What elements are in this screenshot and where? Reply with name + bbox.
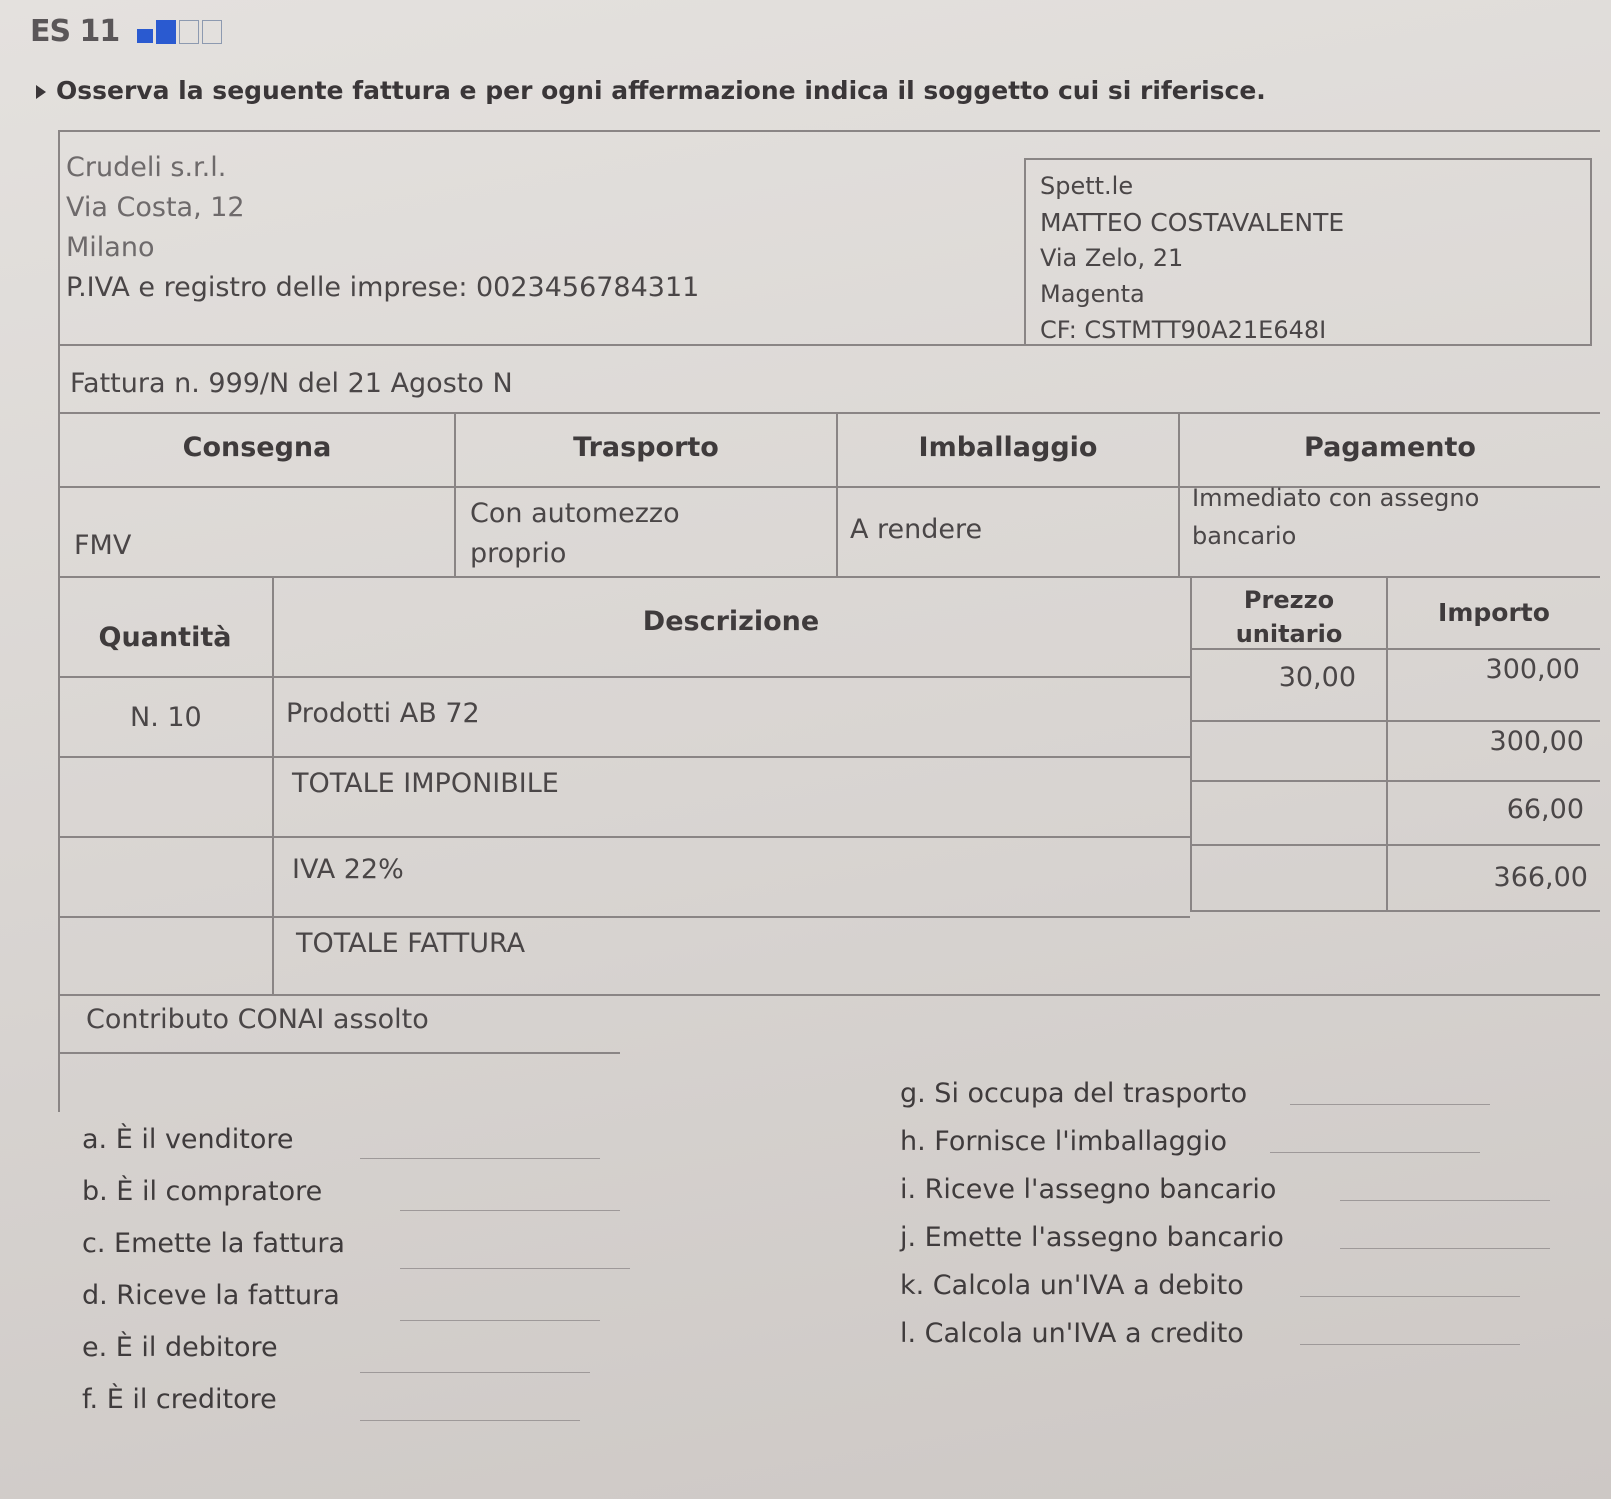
buyer-address: Via Zelo, 21	[1040, 244, 1184, 272]
row-importo: 300,00	[1485, 654, 1580, 685]
difficulty-square-filled	[156, 20, 176, 44]
statement-e: e. È il debitore	[82, 1332, 278, 1363]
value-trasporto-line2: proprio	[470, 538, 567, 569]
value-consegna: FMV	[74, 530, 132, 561]
answer-blank-e[interactable]	[360, 1372, 590, 1373]
header-importo: Importo	[1438, 598, 1550, 627]
seller-name: Crudeli s.r.l.	[66, 152, 227, 183]
answer-blank-l[interactable]	[1300, 1344, 1520, 1345]
value-trasporto-line1: Con automezzo	[470, 498, 680, 529]
statement-l: l. Calcola un'IVA a credito	[900, 1318, 1244, 1349]
value-pagamento-line1: Immediato con assegno	[1192, 484, 1480, 512]
header-prezzo-line1: Prezzo	[1243, 586, 1335, 614]
totale-imponibile-value: 300,00	[1489, 726, 1584, 757]
seller-vat: P.IVA e registro delle imprese: 0023456784311	[66, 272, 700, 303]
row-descrizione: Prodotti AB 72	[286, 698, 480, 729]
answer-blank-a[interactable]	[360, 1158, 600, 1159]
buyer-city: Magenta	[1040, 280, 1145, 308]
statement-h: h. Fornisce l'imballaggio	[900, 1126, 1227, 1157]
seller-address: Via Costa, 12	[66, 192, 245, 223]
row-quantita: N. 10	[130, 702, 202, 733]
answer-blank-j[interactable]	[1340, 1248, 1550, 1249]
statement-j: j. Emette l'assegno bancario	[900, 1222, 1284, 1253]
answer-blank-k[interactable]	[1300, 1296, 1520, 1297]
header-consegna: Consegna	[182, 432, 332, 463]
buyer-name: MATTEO COSTAVALENTE	[1040, 208, 1345, 237]
header-prezzo-line2: unitario	[1235, 620, 1343, 648]
conai-note: Contributo CONAI assolto	[86, 1004, 429, 1035]
instruction-text: Osserva la seguente fattura e per ogni affermazione indica il soggetto cui si riferisce.	[56, 76, 1266, 105]
difficulty-square-filled	[137, 29, 153, 43]
totale-fattura-label: TOTALE FATTURA	[296, 928, 526, 959]
answer-blank-h[interactable]	[1270, 1152, 1480, 1153]
iva-label: IVA 22%	[292, 854, 404, 885]
answer-blank-f[interactable]	[360, 1420, 580, 1421]
seller-city: Milano	[66, 232, 155, 263]
statement-b: b. È il compratore	[82, 1176, 323, 1207]
header-imballaggio: Imballaggio	[918, 432, 1098, 463]
header-descrizione: Descrizione	[642, 606, 820, 637]
exercise-instruction	[36, 76, 1266, 105]
statement-k: k. Calcola un'IVA a debito	[900, 1270, 1244, 1301]
statement-g: g. Si occupa del trasporto	[900, 1078, 1248, 1109]
exercise-number: ES 11	[30, 14, 120, 49]
statement-f: f. È il creditore	[82, 1384, 277, 1415]
answer-blank-i[interactable]	[1340, 1200, 1550, 1201]
header-pagamento: Pagamento	[1304, 432, 1476, 463]
difficulty-square-empty	[179, 20, 199, 44]
buyer-cf: CF: CSTMTT90A21E648I	[1040, 316, 1327, 344]
value-pagamento-line2: bancario	[1192, 522, 1297, 550]
exercise-header	[30, 14, 222, 49]
value-imballaggio: A rendere	[850, 514, 983, 545]
difficulty-indicator	[137, 20, 222, 44]
totale-fattura-value: 366,00	[1493, 862, 1588, 893]
difficulty-square-empty	[202, 20, 222, 44]
statement-d: d. Riceve la fattura	[82, 1280, 340, 1311]
invoice-title: Fattura n. 999/N del 21 Agosto N	[70, 368, 513, 399]
buyer-salutation: Spett.le	[1040, 172, 1134, 200]
answer-blank-g[interactable]	[1290, 1104, 1490, 1105]
statement-i: i. Riceve l'assegno bancario	[900, 1174, 1277, 1205]
iva-value: 66,00	[1506, 794, 1584, 825]
answer-blank-b[interactable]	[400, 1210, 620, 1211]
answer-blank-d[interactable]	[400, 1320, 600, 1321]
totale-imponibile-label: TOTALE IMPONIBILE	[292, 768, 559, 799]
answer-blank-c[interactable]	[400, 1268, 630, 1269]
header-quantita: Quantità	[98, 622, 232, 653]
row-prezzo: 30,00	[1278, 662, 1356, 693]
statement-c: c. Emette la fattura	[82, 1228, 345, 1259]
statement-a: a. È il venditore	[82, 1124, 294, 1155]
invoice	[58, 130, 1600, 1112]
triangle-bullet-icon	[36, 85, 46, 99]
header-trasporto: Trasporto	[573, 432, 719, 463]
